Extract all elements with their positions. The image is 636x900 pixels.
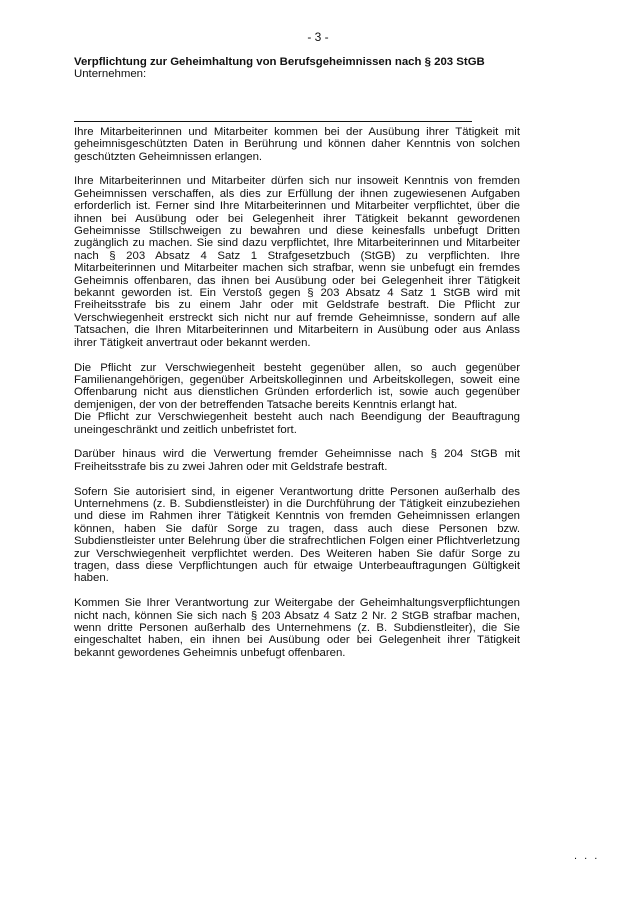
document-body [74, 56, 520, 672]
paragraph-confidentiality-obligation: Ihre Mitarbeiterinnen und Mitarbeiter dürfen sich nur insoweit Kenntnis von fremden Geheimnissen verschaffen, als dies zur Erfüllung der ihnen zugewiesenen Aufgaben erforderlich ist. Ferner sind Ihre Mitarbeiterinnen und Mitarbeiter verpflichtet, über die ihnen bei Ausübung oder bei Gelegenheit ihrer Tätigkeit bekannt gewordenen Geheimnisse Stillschweigen zu bewahren und diese keinesfalls unbefugt Dritten zugänglich zu machen. Sie sind dazu verpflichtet, Ihre Mitarbeiterinnen und Mitarbeiter nach § 203 Absatz 4 Satz 1 Strafgesetzbuch (StGB) zu verpflichten. Ihre Mitarbeiterinnen und Mitarbeiter machen sich strafbar, wenn sie unbefugt ein fremdes Geheimnis offenbaren, das ihnen bei Ausübung oder bei Gelegenheit ihrer Tätigkeit bekannt geworden ist. Ein Verstoß gegen § 203 Absatz 4 Satz 1 StGB wird mit Freiheitsstrafe bis zu einem Jahr oder mit Geldstrafe bestraft. Die Pflicht zur Verschwiegenheit erstreckt sich nicht nur auf fremde Geheimnisse, sondern auf alle Tatsachen, die Ihren Mitarbeiterinnen und Mitarbeitern in Ausübung oder aus Anlass ihrer Tätigkeit anvertraut oder bekannt werden. [74, 175, 520, 349]
paragraph-duration-of-confidentiality: Die Pflicht zur Verschwiegenheit besteht auch nach Beendigung der Beauftragung uneingeschränkt und zeitlich unbefristet fort. [74, 411, 520, 436]
page-number: - 3 - [307, 30, 329, 44]
company-label: Unternehmen: [74, 68, 147, 81]
paragraph-liability: Kommen Sie Ihrer Verantwortung zur Weitergabe der Geheimhaltungsverpflichtungen nicht nach, können Sie sich nach § 203 Absatz 4 Satz 2 Nr. 2 StGB strafbar machen, wenn dritte Personen außerhalb des Unternehmens (z. B. Subdienstleiter), die Sie eingeschaltet haben, ein ihnen bei Ausübung oder bei Gelegenheit ihrer Tätigkeit bekannt gewordenes Geheimnis unbefugt offenbaren. [74, 597, 520, 659]
continuation-marker: . . . [574, 850, 600, 862]
paragraph-access-to-secrets: Ihre Mitarbeiterinnen und Mitarbeiter kommen bei der Ausübung ihrer Tätigkeit mit geheimnisgeschützten Daten in Berührung und können daher Kenntnis von solchen geschützten Geheimnissen erlangen. [74, 125, 520, 163]
company-signature-line [74, 121, 472, 122]
paragraph-exploitation-of-secrets: Darüber hinaus wird die Verwertung fremder Geheimnisse nach § 204 StGB mit Freiheitsstrafe bis zu zwei Jahren oder mit Geldstrafe bestraft. [74, 448, 520, 473]
paragraph-subcontractors: Sofern Sie autorisiert sind, in eigener Verantwortung dritte Personen außerhalb des Unternehmens (z. B. Subdienstleister) in die Durchführung der Tätigkeit einzubeziehen und diese im Rahmen ihrer Tätigkeit Kenntnis von fremden Geheimnissen erlangen können, haben Sie dafür Sorge zu tragen, dass auch diese Personen bzw. Subdienstleister unter Belehrung über die strafrechtlichen Folgen einer Pflichtverletzung zur Verschwiegenheit verpflichtet werden. Des Weiteren haben Sie dafür Sorge zu tragen, dass diese Verpflichtungen auch für etwaige Unterbeauftragungen Gültigkeit haben. [74, 485, 520, 585]
paragraph-scope-of-confidentiality: Die Pflicht zur Verschwiegenheit besteht gegenüber allen, so auch gegenüber Familienangehörigen, gegenüber Arbeitskolleginnen und Arbeitskollegen, soweit eine Offenbarung nicht aus dienstlichen Gründen erforderlich ist, sowie auch gegenüber demjenigen, der von der betreffenden Tatsache bereits Kenntnis erlangt hat. [74, 361, 520, 411]
document-title: Verpflichtung zur Geheimhaltung von Berufsgeheimnissen nach § 203 StGB [74, 56, 485, 68]
